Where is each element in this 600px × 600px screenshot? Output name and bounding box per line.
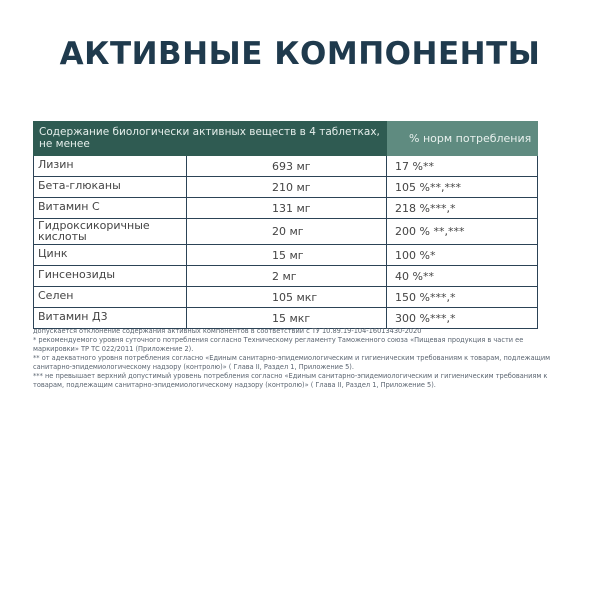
table-row xyxy=(33,219,538,245)
component-amount: 693 мг xyxy=(187,156,387,176)
footnote-2: ** от адекватного уровня потребления согласно «Единым санитарно-эпидемиологическим и гигиеническим требованиям к товарам, подлежащим санитарно-эпидемиологическому надзору (контролю)» ( Глава II, Раздел 1, Приложение 5). xyxy=(33,354,551,371)
page-title: АКТИВНЫЕ КОМПОНЕНТЫ xyxy=(59,36,541,72)
table-row xyxy=(33,245,538,266)
component-amount: 15 мг xyxy=(187,245,387,265)
table-row xyxy=(33,308,538,329)
component-amount: 15 мкг xyxy=(187,308,387,328)
table-row xyxy=(33,287,538,308)
header-content: Содержание биологически активных веществ в 4 таблетках, не менее xyxy=(33,121,387,156)
table-row xyxy=(33,177,538,198)
component-name: Витамин С xyxy=(33,198,187,218)
table-row xyxy=(33,156,538,177)
component-percent: 17 %** xyxy=(387,156,538,176)
component-name: Цинк xyxy=(33,245,187,265)
table-row xyxy=(33,198,538,219)
table-row xyxy=(33,266,538,287)
component-name: Лизин xyxy=(33,156,187,176)
component-name: Гинсенозиды xyxy=(33,266,187,286)
component-amount: 20 мг xyxy=(187,219,387,244)
component-amount: 210 мг xyxy=(187,177,387,197)
component-amount: 131 мг xyxy=(187,198,387,218)
component-amount: 2 мг xyxy=(187,266,387,286)
footnote-1: * рекомендуемого уровня суточного потребления согласно Техническому регламенту Таможенного союза «Пищевая продукция в части ее маркировки» ТР ТС 022/2011 (Приложение 2). xyxy=(33,336,524,353)
component-amount: 105 мкг xyxy=(187,287,387,307)
footnote-tolerance: допускается отклонение содержания активных компонентов в соответствии с ТУ 10.89.19-104-16013430-2020 xyxy=(33,327,422,335)
component-percent: 150 %***,* xyxy=(387,287,538,307)
component-name: Селен xyxy=(33,287,187,307)
component-percent: 200 % **,*** xyxy=(387,219,538,244)
component-percent: 40 %** xyxy=(387,266,538,286)
header-percent: % норм потребления xyxy=(387,121,538,156)
components-table xyxy=(33,121,538,329)
footnote-3: *** не превышает верхний допустимый уровень потребления согласно «Единым санитарно-эпидемиологическим и гигиеническим требованиям к товарам, подлежащим санитарно-эпидемиологическому надзору (контролю)» ( Глава II, Раздел 1, Приложение 5). xyxy=(33,372,548,389)
component-percent: 300 %***,* xyxy=(387,308,538,328)
component-percent: 105 %**,*** xyxy=(387,177,538,197)
component-percent: 218 %***,* xyxy=(387,198,538,218)
table-header xyxy=(33,121,538,156)
component-percent: 100 %* xyxy=(387,245,538,265)
footnotes xyxy=(33,327,553,390)
component-name: Бета-глюканы xyxy=(33,177,187,197)
component-name: Витамин Д3 xyxy=(33,308,187,328)
component-name: Гидроксикоричные кислоты xyxy=(33,219,187,244)
